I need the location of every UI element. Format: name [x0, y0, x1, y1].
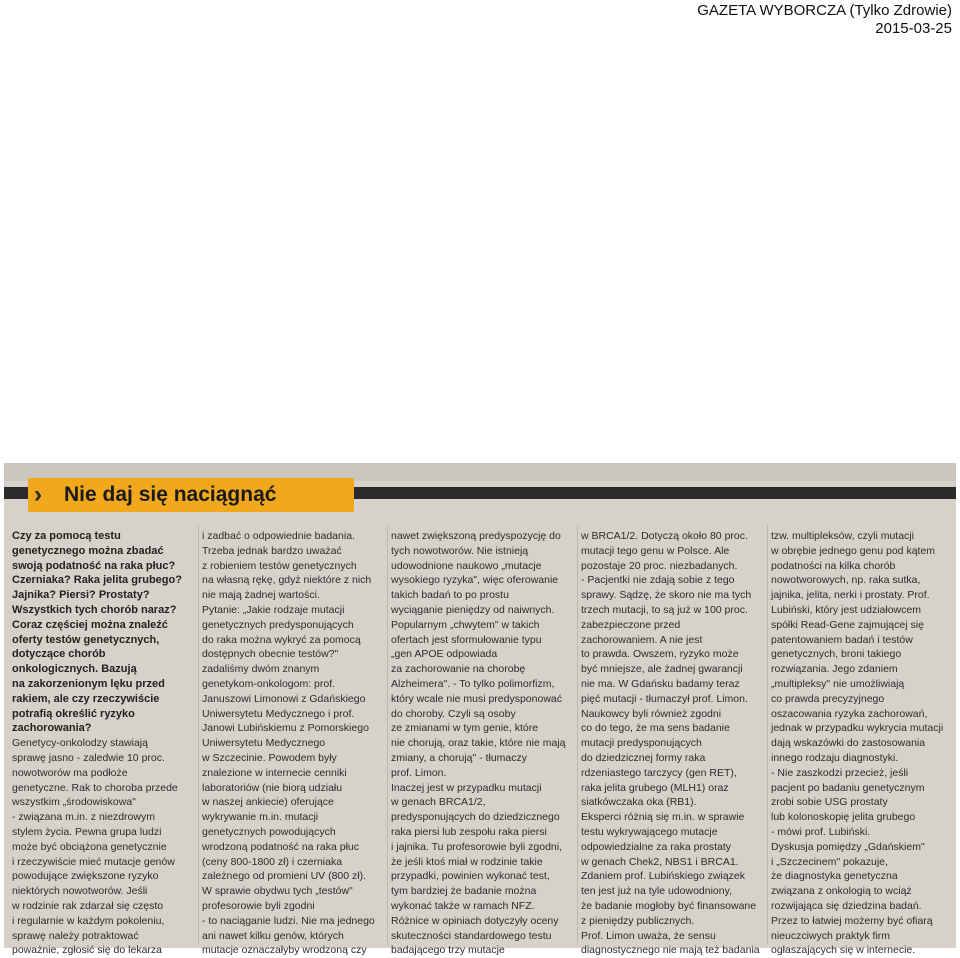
text-line: - Nie zaszkodzi przecież, jeśli	[771, 766, 909, 779]
text-line: nie mają żadnej wartości.	[202, 589, 320, 602]
text-line: W sprawie obydwu tych „testów"	[202, 885, 353, 898]
text-line: tzw. multipleksów, czyli mutacji	[771, 530, 914, 542]
text-line: ofertach jest sformułowanie typu	[391, 633, 542, 646]
text-line: diagnostycznego nie mają też badania	[581, 944, 760, 957]
newspaper-clipping	[4, 463, 956, 957]
text-line: ani nawet kilku genów, których	[202, 929, 344, 942]
text-line: Alzheimera". - To tylko polimorfizm,	[391, 677, 555, 690]
text-line: Januszowi Limonowi z Gdańskiego	[202, 692, 366, 705]
text-line: genetyczne. Rak to choroba przede	[12, 781, 178, 794]
lead-line: na zakorzenionym lęku przed	[12, 677, 165, 690]
text-line: w naszej ankiecie) oferujące	[202, 796, 334, 809]
text-line: Naukowcy byli również zgodni	[581, 707, 722, 720]
text-line: Popularnym „chwytem" w takich	[391, 618, 540, 631]
text-line: do choroby. Czyli są osoby	[391, 707, 516, 720]
publication-name: GAZETA WYBORCZA (Tylko Zdrowie)	[697, 2, 952, 19]
text-line: poważnie, zgłosić się do lekarza	[12, 944, 162, 957]
text-line: takich badań to po prostu	[391, 589, 509, 602]
text-line: Eksperci różnią się m.in. w sprawie	[581, 811, 745, 824]
text-line: sprawę jasno - zaledwie 10 proc.	[12, 751, 165, 764]
text-line: Dyskusja pomiędzy „Gdańskiem"	[771, 840, 925, 853]
text-line: mutacje oznaczałyby wrodzoną czy	[202, 944, 367, 957]
text-line: genetycznych, broni takiego	[771, 648, 902, 661]
text-line: pięć mutacji - tłumaczył prof. Limon.	[581, 692, 748, 705]
text-line: dostępnych obecnie testów?"	[202, 648, 339, 661]
text-line: wrodzoną podatność na raka płuc	[202, 840, 360, 853]
text-line: zrobi sobie USG prostaty	[771, 796, 888, 809]
lead-line: genetycznego można zbadać	[12, 544, 164, 557]
article-title: Nie daj się naciągnąć	[64, 483, 277, 506]
article-column-5	[771, 529, 952, 958]
text-line: z pieniędzy publicznych.	[581, 914, 695, 927]
text-line: wykonać także w ramach NFZ.	[391, 899, 535, 912]
text-line: patentowaniem badań i testów	[771, 633, 913, 646]
text-line: nieuczciwych praktyk firm	[771, 929, 891, 942]
text-line: wykrywanie m.in. mutacji	[202, 811, 319, 824]
text-line: w rodzinie rak zdarzał się często	[12, 899, 164, 912]
text-line: raka piersi lub zespołu raka piersi	[391, 825, 547, 838]
text-line: Przez to łatwiej możemy być ofiarą	[771, 914, 933, 927]
text-line: i „Szczecinem" pokazuje,	[771, 855, 888, 868]
text-line: Zdaniem prof. Lubińskiego związek	[581, 870, 746, 883]
text-line: siatkówczaka oka (RB1).	[581, 796, 697, 809]
text-line: wyciąganie pieniędzy od naiwnych.	[391, 603, 555, 616]
text-line: stylem życia. Pewna grupa ludzi	[12, 825, 162, 838]
text-line: jednak w przypadku wykrycia mutacji	[771, 722, 944, 735]
text-line: profesorowie byli zgodni	[202, 899, 315, 912]
text-line: mutacji tego genu w Polsce. Ale	[581, 544, 730, 557]
text-line: testu wykrywającego mutacje	[581, 825, 718, 838]
text-line: co prawda precyzyjnego	[771, 692, 885, 705]
lead-line: zachorowania?	[12, 722, 92, 735]
lead-line: Czy za pomocą testu	[12, 530, 121, 542]
text-line: że jeśli ktoś miał w rodzinie takie	[391, 855, 543, 868]
text-line: Różnice w opiniach dotyczyły oceny	[391, 914, 559, 927]
text-line: - Pacjentki nie zdają sobie z tego	[581, 574, 735, 587]
lead-line: potrafią określić ryzyko	[12, 707, 135, 720]
text-line: wysokiego ryzyka", więc oferowanie	[391, 574, 559, 587]
text-line: na własną rękę, gdyż niektóre z nich	[202, 574, 372, 587]
text-line: powodujące zwiększone ryzyko	[12, 870, 159, 883]
text-line: Trzeba jednak bardzo uważać	[202, 544, 342, 557]
text-line: w BRCA1/2. Dotyczą około 80 proc.	[581, 530, 748, 542]
lead-line: Wszystkich tych chorób naraz?	[12, 603, 177, 616]
text-line: nowotworów ma podłoże	[12, 766, 128, 779]
text-line: innego rodzaju diagnostyki.	[771, 751, 899, 764]
text-line: w genach Chek2, NBS1 i BRCA1.	[581, 855, 739, 868]
text-line: Genetycy-onkolodzy stawiają	[12, 737, 148, 750]
text-line: co do tego, że ma sens badanie	[581, 722, 730, 735]
text-line: pozostaje 20 proc. niezbadanych.	[581, 559, 738, 572]
text-line: przypadki, powinien wykonać test,	[391, 870, 550, 883]
text-line: do raka można wykryć za pomocą	[202, 633, 361, 646]
article-column-1	[12, 529, 193, 958]
text-line: rdzeniastego tarczycy (gen RET),	[581, 766, 737, 779]
text-line: mutacji predysponujących	[581, 737, 702, 750]
text-line: zmiany, a chorują" - tłumaczy	[391, 751, 527, 764]
text-line: związana z onkologią to wciąż	[771, 885, 912, 898]
column-divider	[198, 525, 199, 945]
text-line: ogłaszających się w internecie.	[771, 944, 916, 957]
text-line: znalezione w internecie cenniki	[202, 766, 347, 779]
text-line: spółki Read-Gene zajmującej się	[771, 618, 924, 631]
text-line: oszacowania ryzyka zachorowań,	[771, 707, 928, 720]
text-line: prof. Limon.	[391, 766, 447, 779]
text-line: zachorowaniem. A nie jest	[581, 633, 703, 646]
text-line: Uniwersytetu Medycznego i prof.	[202, 707, 355, 720]
text-line: nawet zwiększoną predyspozycję do	[391, 530, 561, 542]
text-line: - związana m.in. z niezdrowym	[12, 811, 155, 824]
text-line: nie ma. W Gdańsku badamy teraz	[581, 677, 740, 690]
text-line: badającego trzy mutacje	[391, 944, 505, 957]
lead-line: onkologicznych. Bazują	[12, 663, 137, 676]
lead-line: dotyczące chorób	[12, 648, 106, 661]
text-line: tym bardziej że badanie można	[391, 885, 537, 898]
text-line: podatności na kilka chorób	[771, 559, 896, 572]
publication-date: 2015-03-25	[875, 20, 952, 37]
text-line: genetykom-onkologom: prof.	[202, 677, 336, 690]
text-line: być mniejsze, ale żadnej gwarancji	[581, 663, 743, 676]
text-line: (ceny 800-1800 zł) i czerniaka	[202, 855, 343, 868]
text-line: Prof. Limon uważa, że sensu	[581, 929, 716, 942]
text-line: jajnika, jelita, nerki i prostaty. Prof.	[771, 589, 930, 602]
text-line: zabezpieczone przed	[581, 618, 681, 631]
text-line: ze zmianami w tym genie, które	[391, 722, 539, 735]
text-line: zależnego od promieni UV (800 zł).	[202, 870, 367, 883]
text-line: - mówi prof. Lubiński.	[771, 825, 871, 838]
text-line: Lubiński, który jest udziałowcem	[771, 603, 921, 616]
column-divider	[577, 525, 578, 945]
text-line: niektórych nowotworów. Jeśli	[12, 885, 148, 898]
text-line: lub kolonoskopię jelita grubego	[771, 811, 916, 824]
lead-line: swoją podatność na raka płuc?	[12, 559, 176, 572]
text-line: i jajnika. Tu profesorowie byli zgodni,	[391, 840, 563, 853]
text-line: który wcale nie musi predysponować	[391, 692, 562, 705]
text-line: tych nowotworów. Nie istnieją	[391, 544, 529, 557]
text-line: nowotworowych, np. raka sutka,	[771, 574, 921, 587]
text-line: wszystkim „środowiskowa"	[12, 796, 136, 809]
text-line: to prawda. Owszem, ryzyko może	[581, 648, 739, 661]
text-line: „multipleksy" nie umożliwiają	[771, 677, 905, 690]
lead-line: rakiem, ale czy rzeczywiście	[12, 692, 160, 705]
text-line: „gen APOE odpowiada	[391, 648, 498, 661]
text-line: predysponujących do dziedzicznego	[391, 811, 560, 824]
text-line: udowodnione naukowo „mutacje	[391, 559, 542, 572]
text-line: może być obciążona genetycznie	[12, 840, 167, 853]
text-line: że badanie mogłoby być finansowane	[581, 899, 757, 912]
text-line: ten jest już na tyle udowodniony,	[581, 885, 732, 898]
text-line: rozwiązania. Jego zdaniem	[771, 663, 898, 676]
text-line: w obrębie jednego genu pod kątem	[771, 544, 936, 557]
lead-line: Jajnika? Piersi? Prostaty?	[12, 589, 150, 602]
text-line: skuteczności standardowego testu	[391, 929, 552, 942]
column-divider	[767, 525, 768, 945]
text-line: trzech mutacji, to są już w 100 proc.	[581, 603, 748, 616]
lead-line: Czerniaka? Raka jelita grubego?	[12, 574, 182, 587]
text-line: sprawę należy potraktować	[12, 929, 139, 942]
lead-line: oferty testów genetycznych,	[12, 633, 160, 646]
text-line: genetycznych powodujących	[202, 825, 336, 838]
text-line: do dziedzicznej formy raka	[581, 751, 706, 764]
text-line: w Szczecinie. Powodem były	[202, 751, 337, 764]
text-line: Uniwersytetu Medycznego	[202, 737, 326, 750]
text-line: za zachorowanie na chorobę	[391, 663, 526, 676]
text-line: Pytanie: „Jakie rodzaje mutacji	[202, 603, 345, 616]
text-line: raka jelita grubego (MLH1) oraz	[581, 781, 729, 794]
lead-line: Coraz częściej można znaleźć	[12, 618, 168, 631]
column-divider	[387, 525, 388, 945]
text-line: laboratoriów (nie biorą udziału	[202, 781, 343, 794]
text-line: i regularnie w każdym pokoleniu,	[12, 914, 165, 927]
text-line: - to naciąganie ludzi. Nie ma jednego	[202, 914, 375, 927]
page-header	[697, 2, 952, 38]
text-line: genetycznych predysponujących	[202, 618, 354, 631]
text-line: Janowi Lubińskiemu z Pomorskiego	[202, 722, 369, 735]
article-column-3	[391, 529, 572, 958]
text-line: dają wskazówki do zastosowania	[771, 737, 926, 750]
text-line: że diagnostyka genetyczna	[771, 870, 898, 883]
text-line: pacjent po badaniu genetycznym	[771, 781, 925, 794]
text-line: Inaczej jest w przypadku mutacji	[391, 781, 542, 794]
text-line: odpowiedzialne za raka prostaty	[581, 840, 732, 853]
text-line: i rzeczywiście mieć mutacje genów	[12, 855, 175, 868]
text-line: nie chorują, oraz takie, które nie mają	[391, 737, 566, 750]
text-line: z robieniem testów genetycznych	[202, 559, 357, 572]
text-line: sprawy. Sądzę, że skoro nie ma tych	[581, 589, 752, 602]
text-line: rozwijająca się dziedzina badań.	[771, 899, 922, 912]
article-column-2	[202, 529, 383, 958]
article-column-4	[581, 529, 762, 958]
text-line: zadaliśmy dwóm znanym	[202, 663, 320, 676]
text-line: w genach BRCA1/2,	[391, 796, 486, 809]
text-line: i zadbać o odpowiednie badania.	[202, 530, 355, 542]
headline-box	[28, 478, 354, 512]
